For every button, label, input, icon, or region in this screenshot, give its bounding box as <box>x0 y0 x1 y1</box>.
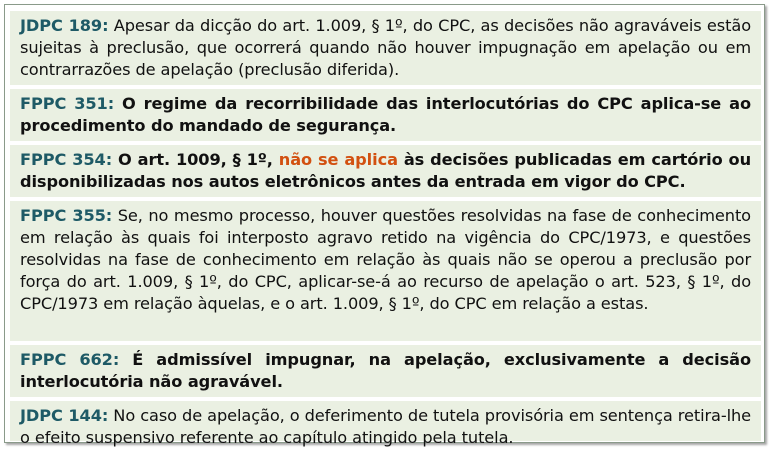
statement-fppc-662 <box>10 345 761 397</box>
statement-code: JDPC 144: <box>20 406 109 425</box>
statement-text-after: às decisões publicadas em cartório ou disponibilizadas nos autos eletrônicos antes da entrada em vigor do CPC. <box>20 150 751 191</box>
statement-code: JDPC 189: <box>20 16 109 35</box>
statement-code: FPPC 351: <box>20 94 115 113</box>
statement-text: Apesar da dicção do art. 1.009, § 1º, do CPC, as decisões não agraváveis estão sujeitas à preclusão, que ocorrerá quando não houver impugnação em apelação ou em contrarrazões de apelação (preclusão diferida). <box>20 16 751 79</box>
statement-code: FPPC 355: <box>20 206 113 225</box>
statement-text: O regime da recorribilidade das interlocutórias do CPC aplica-se ao procedimento do mandado de segurança. <box>20 94 751 135</box>
statement-fppc-355 <box>10 201 761 341</box>
statement-code: FPPC 354: <box>20 150 113 169</box>
statement-jdpc-189 <box>10 11 761 85</box>
statements-panel <box>4 4 765 447</box>
statement-fppc-351 <box>10 89 761 141</box>
statement-code: FPPC 662: <box>20 350 120 369</box>
statement-text: No caso de apelação, o deferimento de tutela provisória em sentença retira-lhe o efeito suspensivo referente ao capítulo atingido pela tutela. <box>20 406 752 447</box>
statement-fppc-354 <box>10 145 761 197</box>
highlighted-text: não se aplica <box>278 150 398 169</box>
statement-text-before: O art. 1009, § 1º, <box>112 150 279 169</box>
statement-jdpc-144 <box>10 401 761 447</box>
statement-text: É admissível impugnar, na apelação, exclusivamente a decisão interlocutória não agravável. <box>20 350 751 391</box>
statement-text: Se, no mesmo processo, houver questões resolvidas na fase de conhecimento em relação às quais foi interposto agravo retido na vigência do CPC/1973, e questões resolvidas na fase de conhecimento em relação às quais não se operou a preclusão por força do art. 1.009, § 1º, do CPC, aplicar-se-á ao recurso de apelação o art. 523, § 1º, do CPC/1973 em relação àquelas, e o art. 1.009, § 1º, do CPC em relação a estas. <box>20 206 751 313</box>
